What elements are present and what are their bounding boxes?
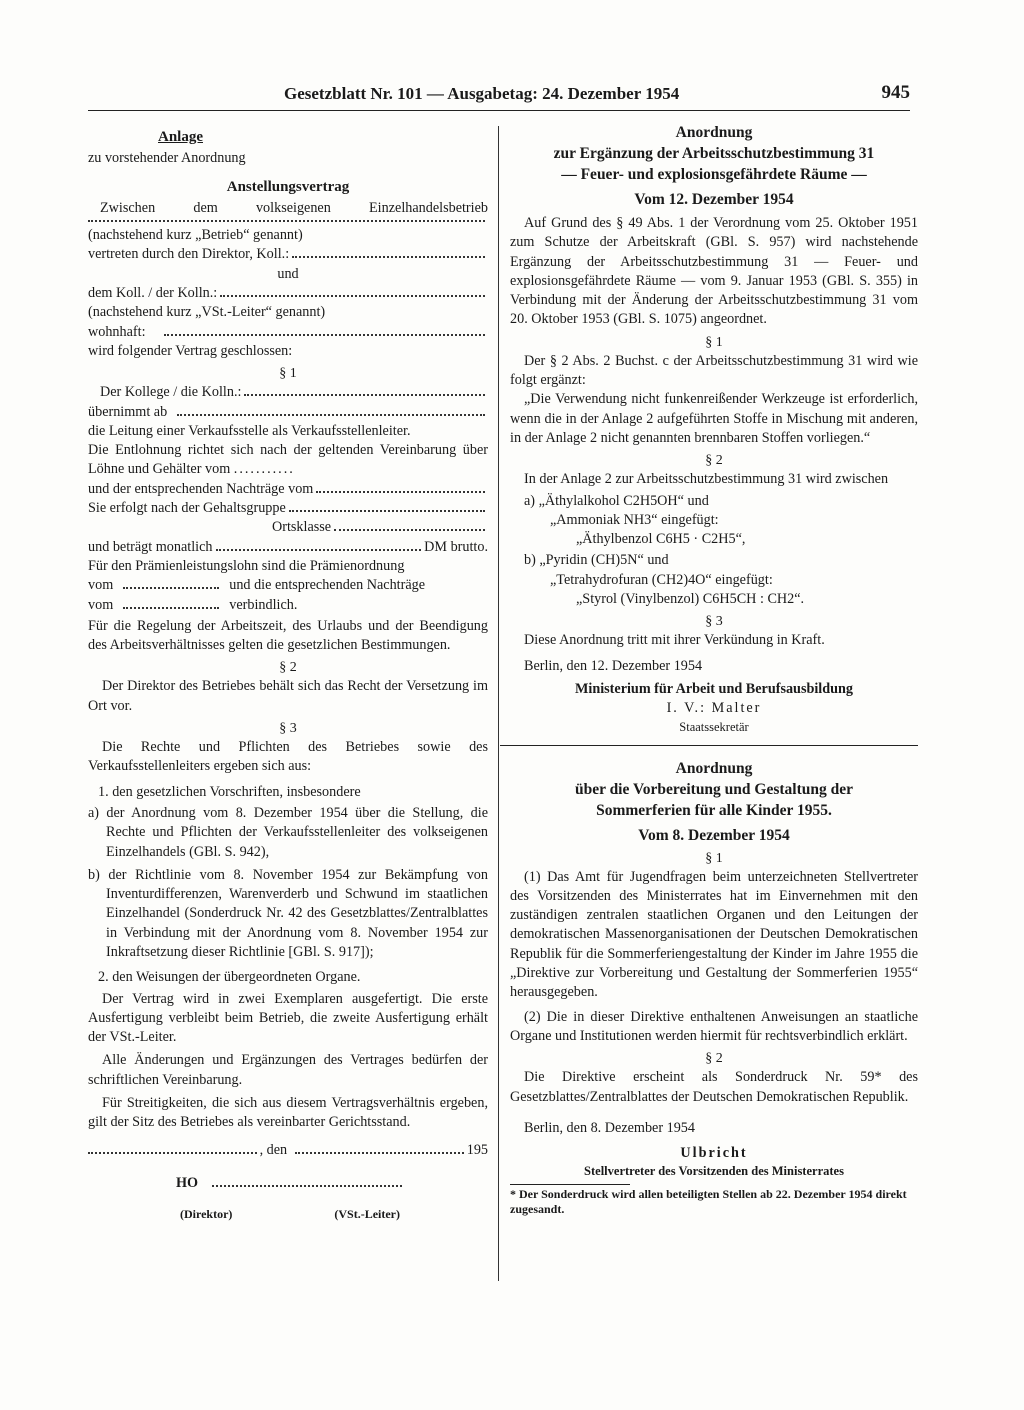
ordinance2-date: Vom 8. Dezember 1954 xyxy=(638,826,790,844)
section-2-text: Der Direktor des Betriebes behält sich das Recht der Versetzung im Ort vor. xyxy=(88,678,488,714)
signature-labels xyxy=(88,1207,488,1222)
left-column xyxy=(88,122,488,1222)
wohnhaft-line: wohnhaft: xyxy=(88,323,488,342)
page-header xyxy=(88,78,910,111)
ordinance1-signer: I. V.: Malter xyxy=(666,700,762,717)
streit-text: Für Streitigkeiten, die sich aus diesem Vertragsverhältnis ergeben, gilt der Sitz des Betriebes als vereinbarter Gerichtsstand. xyxy=(88,1095,488,1131)
ordinance1-signer-role: Staatssekretär xyxy=(679,719,749,734)
nachtraege-line: und der entsprechenden Nachträge vom xyxy=(88,480,488,499)
ordinance2-signer-role: Stellvertreter des Vorsitzenden des Ministerrates xyxy=(584,1164,844,1179)
ordinance1-section-2: § 2 xyxy=(705,453,723,469)
section-3-text: Die Rechte und Pflichten des Betriebes sowie des Verkaufsstellenleiters ergeben sich aus: xyxy=(88,739,488,775)
vst-note: (nachstehend kurz „VSt.-Leiter“ genannt) xyxy=(88,304,326,321)
leitung-line: die Leitung einer Verkaufsstelle als Verkaufsstellenleiter. xyxy=(88,422,411,439)
list-item-2: 2. den Weisungen der übergeordneten Organe. xyxy=(98,969,361,986)
section-separator xyxy=(500,745,918,746)
exemplare-text: Der Vertrag wird in zwei Exemplaren ausgefertigt. Die erste Ausfertigung verbleibt beim Betrieb, die zweite Ausfertigung erhält der VSt.-Leiter. xyxy=(88,990,488,1046)
ordinance1-section-1-text: Der § 2 Abs. 2 Buchst. c der Arbeitsschutzbestimmung 31 wird wie folgt ergänzt: xyxy=(510,352,918,389)
ordinance1-intro: Auf Grund des § 49 Abs. 1 der Verordnung vom 25. Oktober 1951 zum Schutze der Arbeitskraft (GBl. S. 957) wird nachstehende Ergänzung der Arbeitsschutzbestimmung 31 — Feuer- und explosionsgefährdete Räume — vom 9. Januar 1953 (GBl. S. 355) in Verbindung mit der Änderung der Arbeitsschutzbestimmung 31 vom 20. Oktober 1953 (GBl. S. 1075) angeordnet. xyxy=(510,215,918,328)
ordinance2-paragraph-2: (2) Die in dieser Direktive enthaltenen Anweisungen an staatliche Organe und Institutionen werden hiermit für rechtsverbindlich erklärt. xyxy=(510,1008,918,1044)
substance-a-3: „Äthylbenzol C6H5 · C2H5“, xyxy=(576,531,746,548)
ordinance1-section-3-text: Diese Anordnung tritt mit ihrer Verkündung in Kraft. xyxy=(524,632,825,649)
vom2-line: vom verbindlich. xyxy=(88,596,298,613)
column-divider xyxy=(498,126,499,1281)
ordinance1-section-1-quote: „Die Verwendung nicht funkenreißender Werkzeuge ist erforderlich, wenn die in der Anlage 2 aufgeführten Stoffe in Mischung mit anderen, in der Anlage 2 nicht genannten brennbaren Stoffen vorliegen.“ xyxy=(510,391,918,446)
substance-b-2: „Tetrahydrofuran (CH2)4O“ eingefügt: xyxy=(550,571,773,588)
anlage-title: Anlage xyxy=(158,129,203,145)
footnote: * Der Sonderdruck wird allen beteiligten Stellen ab 22. Dezember 1954 direkt zugesandt. xyxy=(510,1187,907,1217)
vst-leiter-label: (VSt.-Leiter) xyxy=(334,1207,400,1222)
ordinance2-section-2: § 2 xyxy=(705,1051,723,1067)
ordinance1-place-date: Berlin, den 12. Dezember 1954 xyxy=(524,657,703,674)
ordinance2-section-1: § 1 xyxy=(705,850,723,866)
list-item-1: 1. den gesetzlichen Vorschriften, insbesondere xyxy=(98,783,361,800)
contract-intro: Zwischen dem volkseigenen Einzelhandelsbetrieb xyxy=(100,199,488,216)
substance-a-1: a) „Äthylalkohol C2H5OH“ und xyxy=(524,492,709,509)
kollege-line: Der Kollege / die Kolln.: xyxy=(88,383,488,402)
und-line: und xyxy=(277,265,299,282)
ordinance2-section-2-text: Die Direktive erscheint als Sonderdruck Nr. 59* des Gesetzblattes/Zentralblattes der Deutschen Demokratischen Republik. xyxy=(510,1069,918,1105)
koll-line: dem Koll. / der Kolln.: xyxy=(88,284,488,303)
list-item-1a: a) der Anordnung vom 8. Dezember 1954 über die Stellung, die Rechte und Pflichten der Verkaufsstellenleiter des volkseigenen Einzelhandels (GBl. S. 942), xyxy=(88,804,488,860)
substance-b-3: „Styrol (Vinylbenzol) C6H5CH : CH2“. xyxy=(576,591,805,608)
anlage-subtitle: zu vorstehender Anordnung xyxy=(88,150,246,167)
gehaltsgruppe-line: Sie erfolgt nach der Gehaltsgruppe xyxy=(88,499,488,518)
uebernimmt-line: übernimmt ab xyxy=(88,403,488,422)
ordinance1-section-1: § 1 xyxy=(705,334,723,350)
ordinance2-subtitle-1: über die Vorbereitung und Gestaltung der xyxy=(574,780,854,798)
ortsklasse-line: Ortsklasse xyxy=(88,518,488,537)
ordinance2-subtitle-2: Sommerferien für alle Kinder 1955. xyxy=(596,801,832,819)
contract-title: Anstellungsvertrag xyxy=(226,178,350,195)
list-item-1b: b) der Richtlinie vom 8. November 1954 zur Bekämpfung von Inventurdifferenzen, Warenverderb und Schwund im staatlichen Einzelhandel (Sonderdruck Nr. 42 des Gesetzblattes/Zentralblattes in Verbindung mit der Anordnung vom 8. November 1954 zur Inkraftsetzung dieser Richtlinie [GBl. S. 917]); xyxy=(88,866,488,960)
ordinance2-signer: Ulbricht xyxy=(680,1145,748,1162)
director-label: (Direktor) xyxy=(180,1207,233,1222)
substance-a-2: „Ammoniak NH3“ eingefügt: xyxy=(550,511,719,528)
ordinance1-section-3: § 3 xyxy=(705,614,723,630)
page-number: 945 xyxy=(881,82,910,103)
section-3-heading: § 3 xyxy=(279,721,297,737)
ho-line: HO xyxy=(88,1174,488,1193)
betrieb-note: (nachstehend kurz „Betrieb“ genannt) xyxy=(88,227,303,244)
ordinance1-ministry: Ministerium für Arbeit und Berufsausbildung xyxy=(574,680,854,697)
date-line: , den 195 xyxy=(88,1141,488,1160)
ordinance1-subtitle-2: — Feuer- und explosionsgefährdete Räume — xyxy=(561,166,867,183)
ordinance1-section-2-text: In der Anlage 2 zur Arbeitsschutzbestimmung 31 wird zwischen xyxy=(524,471,889,488)
praemien-line: Für den Prämienleistungslohn sind die Prämienordnung xyxy=(88,557,405,574)
section-2-heading: § 2 xyxy=(279,660,297,676)
entlohnung-text: Die Entlohnung richtet sich nach der geltenden Vereinbarung über Löhne und Gehälter vom ........... xyxy=(88,442,488,478)
section-1-heading: § 1 xyxy=(279,366,297,382)
aenderungen-text: Alle Änderungen und Ergänzungen des Vertrages bedürfen der schriftlichen Vereinbarung. xyxy=(88,1052,488,1088)
right-column xyxy=(510,122,918,1217)
gazette-title: Gesetzblatt Nr. 101 — Ausgabetag: 24. Dezember 1954 xyxy=(284,84,680,103)
ordinance1-date: Vom 12. Dezember 1954 xyxy=(634,191,794,208)
director-line: vertreten durch den Direktor, Koll.: xyxy=(88,245,488,264)
ordinance2-title: Anordnung xyxy=(675,759,753,777)
regelung-text: Für die Regelung der Arbeitszeit, des Urlaubs und der Beendigung des Arbeitsverhältnisses gelten die gesetzlichen Bestimmungen. xyxy=(88,617,488,654)
ordinance1-title: Anordnung xyxy=(675,124,753,141)
monatlich-line: und beträgt monatlich DM brutto. xyxy=(88,538,488,555)
ordinance2-paragraph-1: (1) Das Amt für Jugendfragen beim unterzeichneten Stellvertreter des Vorsitzenden des Ministerrates hat im Einvernehmen mit den zuständigen zentralen staatlichen Organen und den Leitungen der demokratischen Massenorganisationen der Deutschen Demokratischen Republik für die Sommerferiengestaltung der Kinder im Jahre 1955 die „Direktive zur Vorbereitung und Gestaltung der Sommerferien 1955“ herausgegeben. xyxy=(510,868,918,1001)
substance-b-1: b) „Pyridin (CH)5N“ und xyxy=(524,552,669,569)
concluded-line: wird folgender Vertrag geschlossen: xyxy=(88,342,293,359)
footnote-rule xyxy=(510,1184,630,1185)
ordinance1-subtitle-1: zur Ergänzung der Arbeitsschutzbestimmung 31 xyxy=(553,145,875,162)
ordinance2-place-date: Berlin, den 8. Dezember 1954 xyxy=(524,1119,695,1136)
vom1-line: vom und die entsprechenden Nachträge xyxy=(88,577,426,594)
